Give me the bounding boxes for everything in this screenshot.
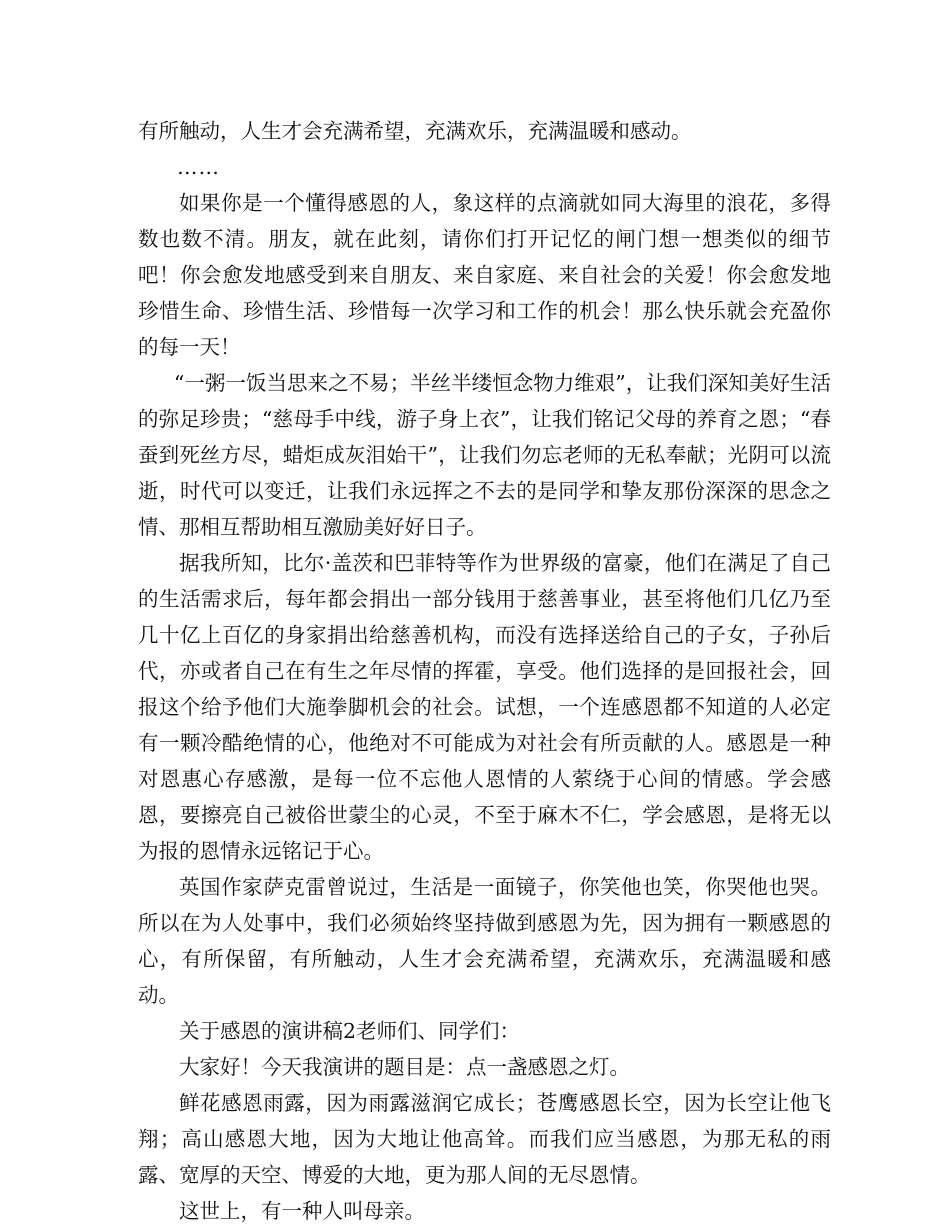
- paragraph-ellipsis: ……: [176, 155, 220, 179]
- paragraph-continuation: 有所触动，人生才会充满希望，充满欢乐，充满温暖和感动。: [138, 119, 692, 143]
- paragraph-nature-gratitude: 鲜花感恩雨露，因为雨露滋润它成长；苍鹰感恩长空，因为长空让他飞翔；高山感恩大地，因为大地让他高耸。而我们应当感恩，为那无私的雨露、宽厚的天空、博爱的大地，更为那人间的无尽恩情。: [138, 1091, 831, 1187]
- paragraph-philanthropy: 据我所知，比尔·盖茨和巴菲特等作为世界级的富豪，他们在满足了自己的生活需求后，每年都会捐出一部分钱用于慈善事业，甚至将他们几亿乃至几十亿上百亿的身家捐出给慈善机构，而没有选择送给自己的子女，子孙后代，亦或者自己在有生之年尽情的挥霍，享受。他们选择的是回报社会，回报这个给予他们大施拳脚机会的社会。试想，一个连感恩都不知道的人必定有一颗冷酷绝情的心，他绝对不可能成为对社会有所贡献的人。感恩是一种对恩惠心存感激，是每一位不忘他人恩情的人萦绕于心间的情感。学会感恩，要擦亮自己被俗世蒙尘的心灵，不至于麻木不仁，学会感恩，是将无以为报的恩情永远铭记于心。: [138, 551, 831, 863]
- paragraph-quotes: “一粥一饭当思来之不易；半丝半缕恒念物力维艰”，让我们深知美好生活的弥足珍贵；“慈母手中线，游子身上衣”，让我们铭记父母的养育之恩；“春蚕到死丝方尽，蜡炬成灰泪始干”，让我们勿忘老师的无私奉献；光阴可以流逝，时代可以变迁，让我们永远挥之不去的是同学和挚友那份深深的思念之情、那相互帮助相互激励美好好日子。: [138, 371, 831, 539]
- paragraph-greeting: 大家好！今天我演讲的题目是：点一盏感恩之灯。: [179, 1055, 630, 1079]
- paragraph-mother: 这世上，有一种人叫母亲。: [179, 1199, 425, 1223]
- document-body: [138, 113, 831, 1229]
- paragraph-gratitude-details: 如果你是一个懂得感恩的人，象这样的点滴就如同大海里的浪花，多得数也数不清。朋友，就在此刻，请你们打开记忆的闸门想一想类似的细节吧！你会愈发地感受到来自朋友、来自家庭、来自社会的关爱！你会愈发地珍惜生命、珍惜生活、珍惜每一次学习和工作的机会！那么快乐就会充盈你的每一天！: [138, 191, 831, 359]
- paragraph-speech-heading: 关于感恩的演讲稿2老师们、同学们：: [179, 1019, 521, 1043]
- paragraph-thackeray: 英国作家萨克雷曾说过，生活是一面镜子，你笑他也笑，你哭他也哭。所以在为人处事中，我们必须始终坚持做到感恩为先，因为拥有一颗感恩的心，有所保留，有所触动，人生才会充满希望，充满欢乐，充满温暖和感动。: [138, 875, 831, 1007]
